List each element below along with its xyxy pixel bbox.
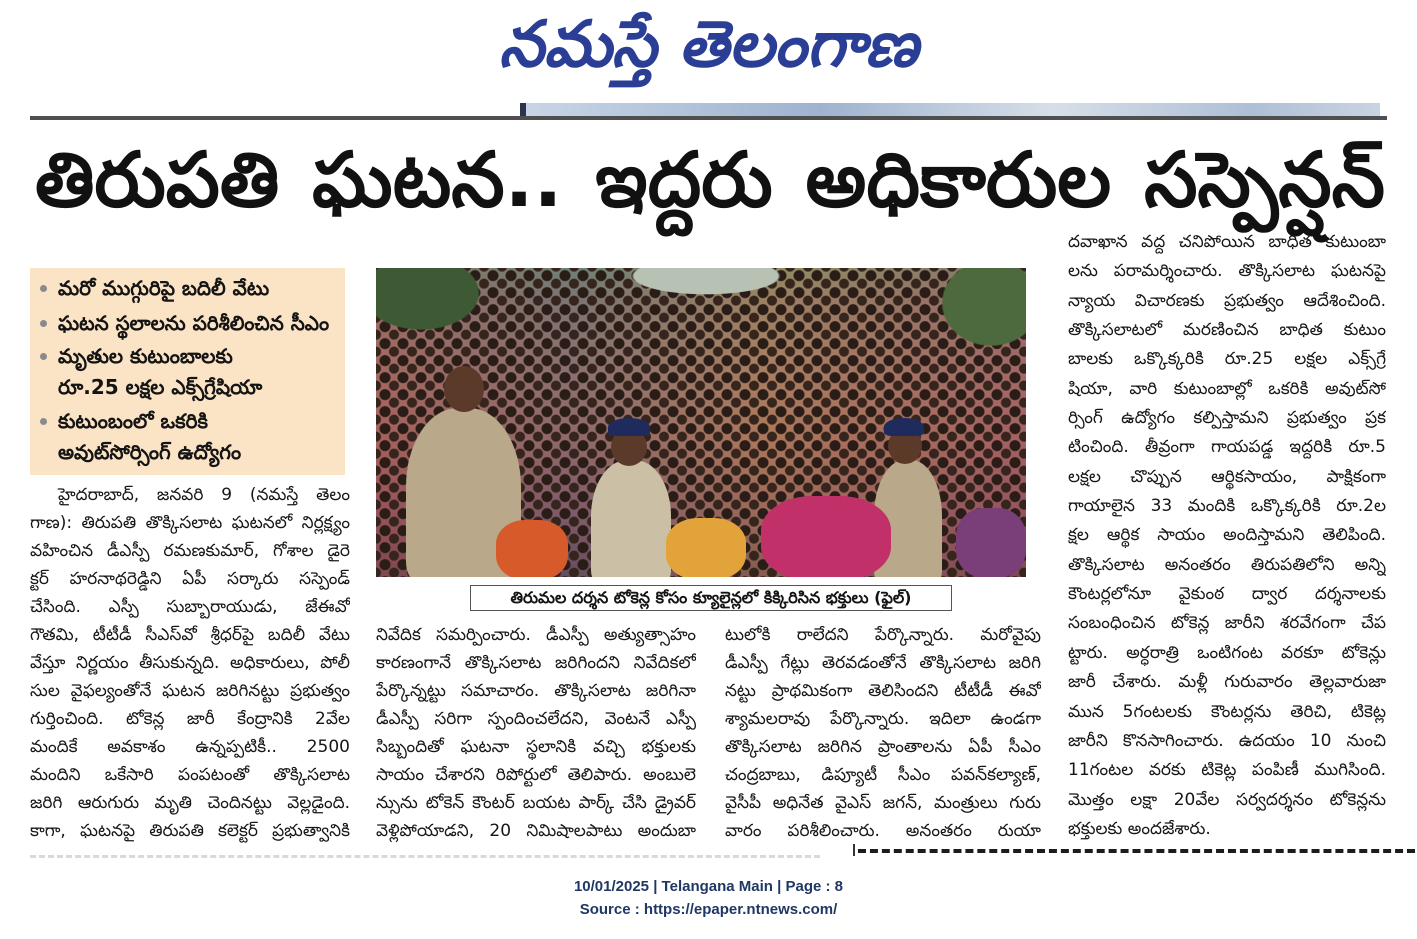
text-line: లను పరామర్శించారు. తొక్కిసలాట ఘటనపై	[1068, 261, 1386, 282]
text-line: క్టర్ హరనాథరెడ్డిని ఏపీ సర్కారు సస్పెండ్	[30, 569, 350, 589]
text-line: చంద్రబాబు, డిప్యూటీ సీఎం పవన్‌కల్యాణ్,	[725, 765, 1041, 785]
text-line: ట్టారు. అర్ధరాత్రి ఒంటిగంట వరకూ టోకెన్లు	[1068, 642, 1386, 663]
photo-caption: తిరుమల దర్శన టోకెన్ల కోసం క్యూలైన్లలో కిక్కిరిసిన భక్తులు (ఫైల్)	[470, 585, 952, 611]
highlight-item	[30, 406, 345, 468]
text-line: మందిని ఒకేసారి పంపటంతో తొక్కిసలాట	[30, 765, 350, 785]
text-line: తొక్కిసలాట జరిగిన ప్రాంతాలను ఏపీ సీఎం	[725, 737, 1041, 757]
photo-figure	[666, 518, 746, 577]
footer-dateline: 10/01/2025 | Telangana Main | Page : 8	[573, 878, 844, 895]
highlight-line: రూ.25 లక్షల ఎక్స్‌గ్రేషియా	[58, 375, 263, 399]
text-line: గాణ): తిరుపతి తొక్కిసలాట ఘటనలో నిర్లక్ష్యం	[30, 513, 350, 533]
text-line: టించింది. తీవ్రంగా గాయపడ్డ ఇద్దరికి రూ.5	[1068, 437, 1386, 458]
text-line: 11గంటల వరకు టికెట్ల పంపిణీ ముగిసింది.	[1068, 760, 1386, 781]
text-line: న్సును టోకెన్ కౌంటర్ బయట పార్క్ చేసి డ్రైవర్	[376, 793, 696, 813]
text-line: మొత్తం లక్షా 20వేల సర్వదర్శనం టోకెన్లను	[1068, 789, 1386, 810]
text-line: గాయాలైన 33 మందికి ఒక్కొక్కరికి రూ.2ల	[1068, 496, 1386, 517]
text-line: సుల వైఫల్యంతోనే ఘటన జరిగినట్టు ప్రభుత్వం	[30, 681, 350, 701]
article-column-2	[376, 621, 696, 845]
highlight-item	[30, 341, 345, 403]
text-line: వెళ్లిపోయాడని, 20 నిమిషాలపాటు అందుబా	[376, 821, 696, 841]
text-line: వేస్తూ నిర్ణయం తీసుకున్నది. అధికారులు, పోలీ	[30, 653, 350, 673]
news-photo-crowd	[376, 268, 1026, 577]
highlights-box	[30, 268, 345, 475]
photo-figure	[444, 366, 484, 412]
photo-figure	[956, 508, 1026, 577]
text-line: తొక్కిసలాటలో మరణించిన బాధిత కుటుం	[1068, 320, 1386, 341]
text-line: టులోకి రాలేదని పేర్కొన్నారు. మరోవైపు	[725, 625, 1041, 645]
text-line: వహించిన డీఎస్పీ రమణకుమార్, గోశాల డైరె	[30, 541, 350, 561]
bullet-icon	[40, 418, 47, 425]
text-line: తొక్కిసలాట అనంతరం తిరుపతిలోని అన్ని	[1068, 554, 1386, 575]
highlight-line: మరో ముగ్గురిపై బదిలీ వేటు	[58, 276, 270, 300]
text-line: జారీ చేశారు. మళ్లీ గురువారం తెల్లవారుజా	[1068, 672, 1386, 693]
text-line: సిబ్బందితో ఘటనా స్థలానికి వచ్చి భక్తులకు	[376, 737, 696, 757]
text-line: లక్షల చొప్పున ఆర్థికసాయం, పాక్షికంగా	[1068, 466, 1386, 487]
bottom-divider-mark	[853, 844, 855, 856]
text-line: చేసింది. ఎస్పీ సుబ్బారాయుడు, జేఈవో	[30, 597, 350, 617]
text-line: ర్సింగ్ ఉద్యోగం కల్పిస్తామని ప్రభుత్వం ప్రక	[1068, 408, 1386, 429]
text-line: గుర్తించింది. టోకెన్ల జారీ కేంద్రానికి 2వేల	[30, 709, 350, 729]
photo-figure	[884, 418, 924, 436]
highlight-item	[30, 273, 345, 304]
bullet-icon	[40, 320, 47, 327]
text-line: సాయం చేశారని రిపోర్టులో తెలిపారు. అంబులె	[376, 765, 696, 785]
highlight-line: ఘటన స్థలాలను పరిశీలించిన సీఎం	[58, 311, 330, 335]
text-line: మున 5గంటలకు కౌంటర్లను తెరిచి, టికెట్ల	[1068, 701, 1386, 722]
text-line: వైసీపీ అధినేత వైఎస్ జగన్, మంత్రులు గురు	[725, 793, 1041, 813]
highlight-item	[30, 308, 345, 339]
text-line: శ్యామలరావు పేర్కొన్నారు. ఇదిలా ఉండగా	[725, 709, 1041, 729]
article-column-1	[30, 481, 350, 845]
text-line: కౌంటర్లలోనూ వైకుంఠ ద్వార దర్శనాలకు	[1068, 584, 1386, 605]
photo-figure	[496, 520, 568, 577]
text-line: షియా, వారి కుటుంబాల్లో ఒకరికి అవుట్‌సో	[1068, 378, 1386, 399]
text-line: డీఎస్పీ గేట్లు తెరవడంతోనే తొక్కిసలాట జరిగి	[725, 653, 1041, 673]
text-line: కాగా, ఘటనపై తిరుపతి కలెక్టర్ ప్రభుత్వానికి	[30, 821, 350, 841]
text-line: హైదరాబాద్, జనవరి 9 (నమస్తే తెలం	[58, 485, 350, 505]
bullet-icon	[40, 285, 47, 292]
text-line: నట్టు ప్రాథమికంగా తెలిసిందని టీటీడీ ఈవో	[725, 681, 1041, 701]
article-column-4	[1068, 228, 1386, 844]
photo-figure	[761, 496, 891, 577]
text-line: దవాఖాన వద్ద చనిపోయిన బాధిత కుటుంబా	[1068, 232, 1386, 252]
highlight-line: కుటుంబంలో ఒకరికి	[58, 409, 208, 433]
text-line: జారీని కొనసాగించారు. ఉదయం 10 నుంచి	[1068, 730, 1386, 751]
footer-source: Source : https://epaper.ntnews.com/	[579, 901, 838, 918]
text-line: వారం పరిశీలించారు. అనంతరం రుయా	[725, 821, 1041, 841]
headline: తిరుపతి ఘటన.. ఇద్దరు అధికారుల సస్పెన్షన్	[35, 135, 1385, 224]
cropped-image-strip	[520, 103, 1380, 116]
highlight-line: మృతుల కుటుంబాలకు	[58, 344, 233, 368]
text-line: సంబంధించిన టోకెన్ల జారీని శరవేగంగా చేప	[1068, 613, 1386, 634]
masthead-logo: నమస్తే తెలంగాణ	[498, 8, 919, 82]
bullet-icon	[40, 353, 47, 360]
text-line: జరిగి ఆరుగురు మృతి చెందినట్టు వెల్లడైంది.	[30, 793, 350, 813]
text-line: బాలకు ఒక్కొక్కరికి రూ.25 లక్షల ఎక్స్‌గ్రే	[1068, 349, 1386, 370]
text-line: మందికే అవకాశం ఉన్నప్పటికీ.. 2500	[30, 737, 350, 757]
section-rule	[30, 116, 1387, 120]
bottom-divider-left	[30, 855, 820, 858]
text-line: న్యాయ విచారణకు ప్రభుత్వం ఆదేశించింది.	[1068, 290, 1386, 311]
text-line: డీఎస్పీ సరిగా స్పందించలేదని, వెంటనే ఎస్పీ	[376, 709, 696, 729]
bottom-divider-right	[858, 849, 1415, 853]
highlight-line: అవుట్‌సోర్సింగ్ ఉద్యోగం	[58, 440, 242, 464]
photo-figure	[608, 418, 650, 436]
article-column-3	[725, 621, 1041, 845]
text-line: నివేదిక సమర్పించారు. డీఎస్పీ అత్యుత్సాహం	[376, 625, 696, 645]
text-line: భక్తులకు అందజేశారు.	[1068, 818, 1211, 839]
text-line: పేర్కొన్నట్టు సమాచారం. తొక్కిసలాట జరిగినా	[376, 681, 696, 701]
text-line: గౌతమి, టీటీడీ సీఎస్‌వో శ్రీధర్‌పై బదిలీ వేటు	[30, 625, 350, 645]
text-line: క్షల ఆర్థిక సాయం అందిస్తామని తెలిపింది.	[1068, 525, 1386, 546]
text-line: కారణంగానే తొక్కిసలాట జరిగిందని నివేదికలో	[376, 653, 696, 673]
photo-figure	[591, 460, 671, 577]
